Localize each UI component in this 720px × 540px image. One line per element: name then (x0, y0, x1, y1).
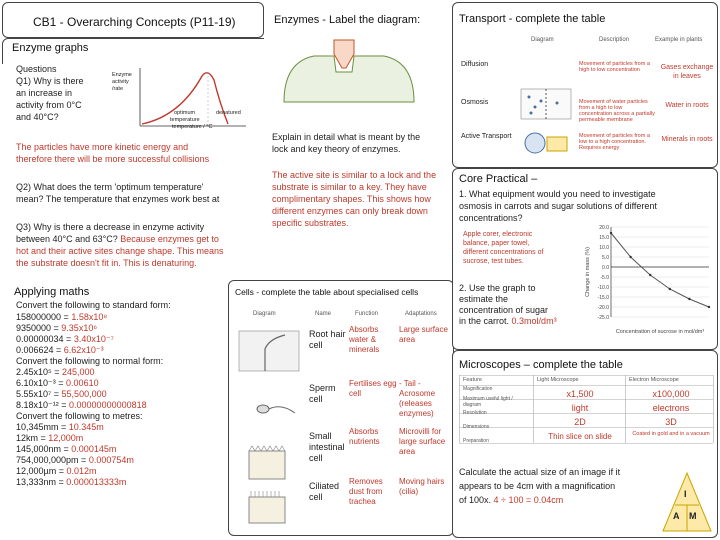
q3-answer-1: Because enzymes get to (120, 234, 219, 244)
q2-answer: mean? The temperature that enzymes work best at (16, 194, 220, 204)
core-practical-heading: Core Practical – (459, 173, 538, 185)
q2-line-1: Q2) What does the term 'optimum temperature' (16, 182, 204, 192)
cells-diagrams (235, 321, 305, 531)
data-point (649, 274, 651, 276)
q3-answer-2: hot and their active sites change shape. This means (16, 246, 224, 256)
micro-row-label-3: Dimensions (463, 424, 490, 430)
graph-optimum-2: temperature (170, 117, 200, 123)
micro-electron-0: x100,000 (652, 389, 690, 399)
cells-col-diagram: Diagram (253, 311, 276, 317)
micro-light-1: light (571, 403, 589, 413)
transport-desc-1: Movement of water particles from a high to low concentration across a partially permeable membrane (579, 99, 655, 123)
maths.m_lines-question: 12,000µm = (16, 466, 67, 476)
applying-maths-panel (2, 280, 230, 536)
answer-line-2: substrate is similar to a key. They have (272, 182, 427, 192)
cp-q2-line-2: estimate the (459, 294, 509, 304)
calc-line-1: Calculate the actual size of an image if it (459, 467, 621, 477)
transport-example-0: Gases exchange in leaves (660, 64, 714, 80)
answer-line-4: different enzymes can only break down (272, 206, 428, 216)
data-point (708, 306, 710, 308)
core-practical-panel (452, 168, 718, 350)
transport-name-1: Osmosis (461, 99, 489, 106)
maths.nf_lines-question: 5.55x10⁷ = (16, 389, 62, 399)
q3-line-2: between 40°C and 63°C? Because enzymes get to (16, 234, 219, 244)
q3-answer-3: the substrate doesn't fit in. This is denaturing. (16, 258, 197, 268)
q2-line-2 (16, 194, 219, 205)
cell-adapt-1: - Tail - Acrosome (releases enzymes) (399, 379, 436, 418)
data-point (688, 298, 690, 300)
maths.m_lines-line-4 (16, 466, 97, 477)
cell-name-0: Root hair cell (309, 329, 346, 350)
maths.nf_lines-answer: 0.00610 (66, 378, 99, 388)
cp-q2-line-4: in the carrot. 0.3mol/dm³ (459, 316, 557, 326)
cp-a1-line-3: different concentrations of (463, 249, 544, 256)
triangle-m: M (689, 511, 697, 521)
maths.m_lines-answer: 0.012m (66, 466, 97, 476)
q1-line-1: Q1) Why is there (16, 76, 84, 86)
cp-q1-line-3: concentrations? (459, 213, 523, 223)
maths.nf_lines-line-1 (16, 378, 99, 389)
graph-ylabel-2: activity (112, 79, 129, 85)
graph-optimum-1: optimum (174, 110, 196, 116)
maths.sf_lines-line-3 (16, 345, 104, 356)
enzymes-heading: Enzymes - Label the diagram: (274, 14, 421, 26)
transport-desc-2: Movement of particles from a low to a high concentration. Requires energy (579, 133, 650, 151)
micro-electron-2: 3D (665, 417, 677, 427)
maths.sf_lines-line-2 (16, 334, 114, 345)
maths.sf_lines-line-1 (16, 323, 97, 334)
cell-adapt-2: Microvilli for large surface area (399, 427, 446, 456)
maths.m_lines-line-5 (16, 477, 126, 488)
micro-light-3: Thin slice on slide (548, 432, 612, 441)
transport-col-description: Description (599, 37, 630, 43)
micro-col-0: Feature (463, 377, 482, 383)
y-tick-label: -20.0 (597, 305, 609, 311)
calc-line-3: of 100x. 4 ÷ 100 = 0.04cm (459, 495, 564, 505)
transport-panel (452, 2, 718, 168)
answer-line-3: complimentary shapes. This shows how (272, 194, 431, 204)
y-tick-label: 10.0 (599, 245, 609, 251)
maths.sf_lines-answer: 1.58x10⁸ (71, 312, 108, 322)
y-tick-label: -25.0 (597, 315, 609, 321)
osmosis-chart (581, 221, 713, 339)
maths.sf_lines-question: 9350000 = (16, 323, 62, 333)
cell-name-1: Sperm cell (309, 383, 336, 404)
cells-col-function: Function (355, 311, 379, 317)
maths.m_lines-question: 754,000,000pm = (16, 455, 89, 465)
maths.m_lines-question: 10,345mm = (16, 422, 69, 432)
y-tick-label: 5.0 (602, 255, 609, 261)
transport-diagrams (517, 59, 575, 159)
microscopes-panel (452, 350, 718, 538)
maths-intro-1: Convert the following to standard form: (16, 300, 171, 310)
maths-heading: Applying maths (14, 286, 90, 298)
graph-denatured: denatured (216, 110, 241, 116)
maths.m_lines-answer: 10.345m (68, 422, 104, 432)
maths.m_lines-answer: 0.000013333m (66, 477, 127, 487)
answer-line-5: specific substrates. (272, 218, 349, 228)
explain-line-2: lock and key theory of enzymes. (272, 144, 401, 154)
q1-answer-2: therefore there will be more successful collisions (16, 154, 210, 164)
maths.nf_lines-answer: 245,000 (62, 367, 95, 377)
maths.nf_lines-answer: 55,500,000 (61, 389, 107, 399)
maths.nf_lines-answer: 0.00000000000818 (69, 400, 147, 410)
y-tick-label: -15.0 (597, 295, 609, 301)
cells-col-name: Name (315, 311, 332, 317)
micro-electron-3: Coated in gold and in a vacuum (632, 431, 710, 437)
cells-col-adaptations: Adaptations (405, 311, 437, 317)
questions-label: Questions (16, 64, 57, 74)
iam-triangle (661, 471, 713, 533)
cell-function-1: Fertilises egg cell (349, 379, 397, 398)
maths.m_lines-question: 12km = (16, 433, 49, 443)
cp-q1-line-2: osmosis in carrots and sugar solutions of different (459, 201, 657, 211)
transport-example-2: Minerals in roots (661, 136, 713, 143)
cp-a2: 0.3mol/dm³ (511, 316, 557, 326)
maths.sf_lines-answer: 6.62x10⁻³ (63, 345, 104, 355)
calc-line-2: appears to be 4cm with a magnification (459, 481, 616, 491)
page-title: CB1 - Overarching Concepts (P11-19) (33, 15, 236, 29)
maths.nf_lines-question: 6.10x10⁻³ = (16, 378, 67, 388)
triangle-a: A (673, 511, 680, 521)
maths.nf_lines-line-2 (16, 389, 107, 400)
triangle-i: I (684, 489, 687, 499)
cp-q1-line-1: 1. What equipment would you need to investigate (459, 189, 656, 199)
maths.m_lines-answer: 12,000m (48, 433, 84, 443)
data-point (669, 288, 671, 290)
cells-panel (228, 280, 454, 536)
cell-name-2: Small intestinal cell (309, 431, 345, 463)
q1-line-3: activity from 0°C (16, 100, 82, 110)
cell-name-3: Ciliated cell (309, 481, 340, 502)
answer-line-1: The active site is similar to a lock and the (272, 170, 437, 180)
q3-line-1: Q3) Why is there a decrease in enzyme activity (16, 222, 205, 232)
transport-col-diagram: Diagram (531, 37, 554, 43)
maths.nf_lines-line-0 (16, 367, 95, 378)
graph-ylabel-3: /rate (112, 86, 124, 92)
enzyme-diagram (274, 32, 444, 128)
maths.sf_lines-answer: 3.40x10⁻⁷ (73, 334, 114, 344)
micro-row-label-0: Magnification (463, 386, 493, 392)
y-tick-label: 15.0 (599, 235, 609, 241)
micro-col-1: Light Microscope (537, 377, 579, 383)
cp-a1-line-1: Apple corer, electronic (463, 231, 533, 238)
graph-xlabel: temperature / °C (172, 124, 213, 130)
cell-adapt-0: Large surface area (399, 325, 448, 344)
title-panel (2, 2, 264, 38)
maths.nf_lines-question: 2.45x10⁵ = (16, 367, 63, 377)
q1-line-4: and 40°C? (16, 112, 59, 122)
transport-example-1: Water in roots (665, 102, 709, 109)
graph-ylabel-1: Enzyme (112, 72, 132, 78)
micro-light-2: 2D (574, 417, 586, 427)
maths.m_lines-answer: 0.000754m (88, 455, 134, 465)
cell-function-0: Absorbs water & minerals (349, 325, 380, 354)
maths.sf_lines-answer: 9.35x10⁶ (61, 323, 98, 333)
y-tick-label: -10.0 (597, 285, 609, 291)
microscopes-heading: Microscopes – complete the table (459, 359, 623, 371)
y-axis-label: Change in mass (%) (585, 247, 591, 297)
transport-desc-0: Movement of particles from a high to low concentration (579, 61, 650, 73)
cp-a1-line-2: balance, paper towel, (463, 240, 530, 247)
maths.m_lines-line-0 (16, 422, 104, 433)
y-tick-label: -5.0 (600, 275, 609, 281)
series-line (611, 233, 709, 307)
cell-adapt-3: Moving hairs (cilia) (399, 477, 445, 496)
calc-answer: 4 ÷ 100 = 0.04cm (491, 495, 564, 505)
micro-row-label-1: Maximum useful light / diagram (463, 396, 513, 408)
enzyme-graphs-heading: Enzyme graphs (12, 42, 89, 54)
y-tick-label: 0.0 (602, 265, 609, 271)
cp-q2-line-1: 2. Use the graph to (459, 283, 536, 293)
maths.sf_lines-line-0 (16, 312, 107, 323)
micro-light-0: x1,500 (566, 389, 594, 399)
maths.m_lines-line-1 (16, 433, 83, 444)
data-point (610, 232, 612, 234)
cells-heading: Cells - complete the table about specialised cells (235, 287, 419, 297)
micro-row-label-4: Preparation (463, 438, 489, 444)
micro-electron-1: electrons (652, 403, 690, 413)
q1-answer-1: The particles have more kinetic energy and (16, 142, 189, 152)
explain-line-1: Explain in detail what is meant by the (272, 132, 421, 142)
maths.m_lines-line-3 (16, 455, 134, 466)
maths.nf_lines-line-3 (16, 400, 147, 411)
cell-function-2: Absorbs nutrients (349, 427, 380, 446)
transport-name-0: Diffusion (461, 61, 489, 68)
maths.sf_lines-question: 0.006624 = (16, 345, 64, 355)
maths.m_lines-question: 145,000nm = (16, 444, 72, 454)
y-tick-label: 20.0 (599, 225, 609, 231)
transport-heading: Transport - complete the table (459, 13, 606, 25)
maths.m_lines-line-2 (16, 444, 116, 455)
maths.nf_lines-question: 8.18x10⁻¹² = (16, 400, 70, 410)
maths-intro-2: Convert the following to normal form: (16, 356, 164, 366)
cp-a1-line-4: sucrose, test tubes. (463, 258, 524, 265)
x-axis-label: Concentration of sucrose in mol/dm³ (615, 329, 705, 335)
q1-line-2: an increase in (16, 88, 73, 98)
transport-col-example: Example in plants (655, 37, 703, 43)
maths.m_lines-question: 13,333nm = (16, 477, 67, 487)
maths-intro-3: Convert the following to metres: (16, 411, 143, 421)
cp-q2-line-3: concentration of sugar (459, 305, 549, 315)
maths.m_lines-answer: 0.000145m (71, 444, 117, 454)
micro-col-2: Electron Microscope (629, 377, 679, 383)
cell-function-3: Removes dust from trachea (349, 477, 383, 506)
enzyme-graphs-panel (2, 38, 260, 274)
transport-name-2: Active Transport (461, 133, 512, 140)
data-point (629, 256, 631, 258)
micro-row-label-2: Resolution (463, 410, 487, 416)
maths.sf_lines-question: 158000000 = (16, 312, 72, 322)
maths.sf_lines-question: 0.00000034 = (16, 334, 74, 344)
